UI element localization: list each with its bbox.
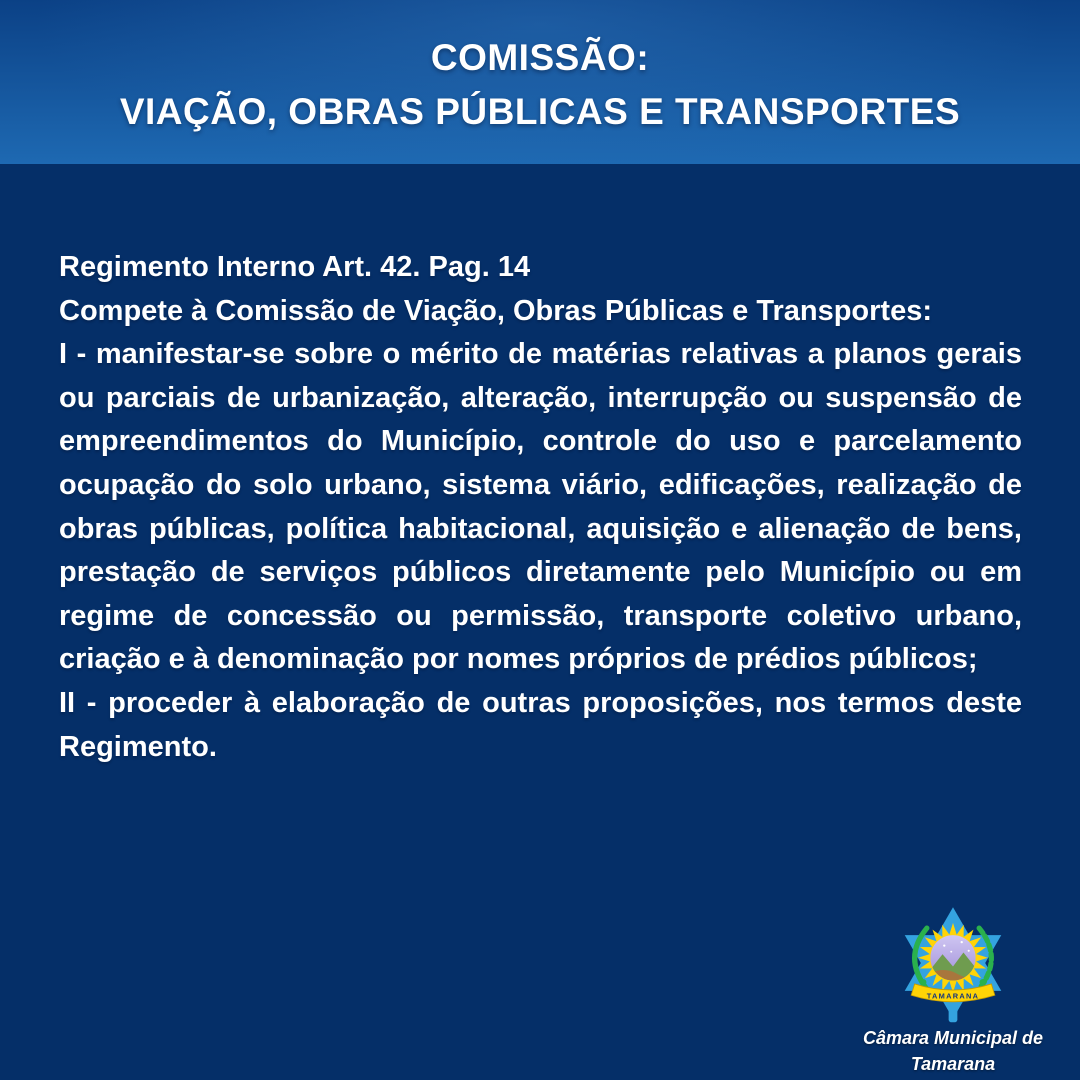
body-paragraph: II - proceder à elaboração de outras proposições, nos termos deste Regimento. xyxy=(59,686,1022,763)
body-paragraph: Regimento Interno Art. 42. Pag. 14 xyxy=(59,251,531,283)
crest-ribbon-text: TAMARANA xyxy=(926,991,980,1001)
body-text xyxy=(59,246,1022,769)
footer-brand xyxy=(848,902,1058,1076)
header-title-line2: VIAÇÃO, OBRAS PÚBLICAS E TRANSPORTES xyxy=(119,91,961,132)
body-paragraph: I - manifestar-se sobre o mérito de matérias relativas a planos gerais ou parciais de urbanização, alteração, interrupção ou suspensão de empreendimentos do Município, controle do uso e parcelamento ocupação do solo urbano, sistema viário, edificações, realização de obras públicas, política habitacional, aquisição e alienação de bens, prestação de serviços públicos diretamente pelo Município ou em regime de concessão ou permissão, transporte coletivo urbano, criação e à denominação por nomes próprios de prédios públicos; xyxy=(59,338,1022,676)
municipal-crest-logo xyxy=(892,902,1014,1024)
org-name-line1: Câmara Municipal de xyxy=(862,1028,1044,1048)
header-band xyxy=(0,0,1080,164)
body-paragraph: Compete à Comissão de Viação, Obras Públicas e Transportes: xyxy=(59,294,933,327)
org-name-line2: Tamarana xyxy=(910,1054,996,1074)
header-title-line1: COMISSÃO: xyxy=(430,37,650,78)
